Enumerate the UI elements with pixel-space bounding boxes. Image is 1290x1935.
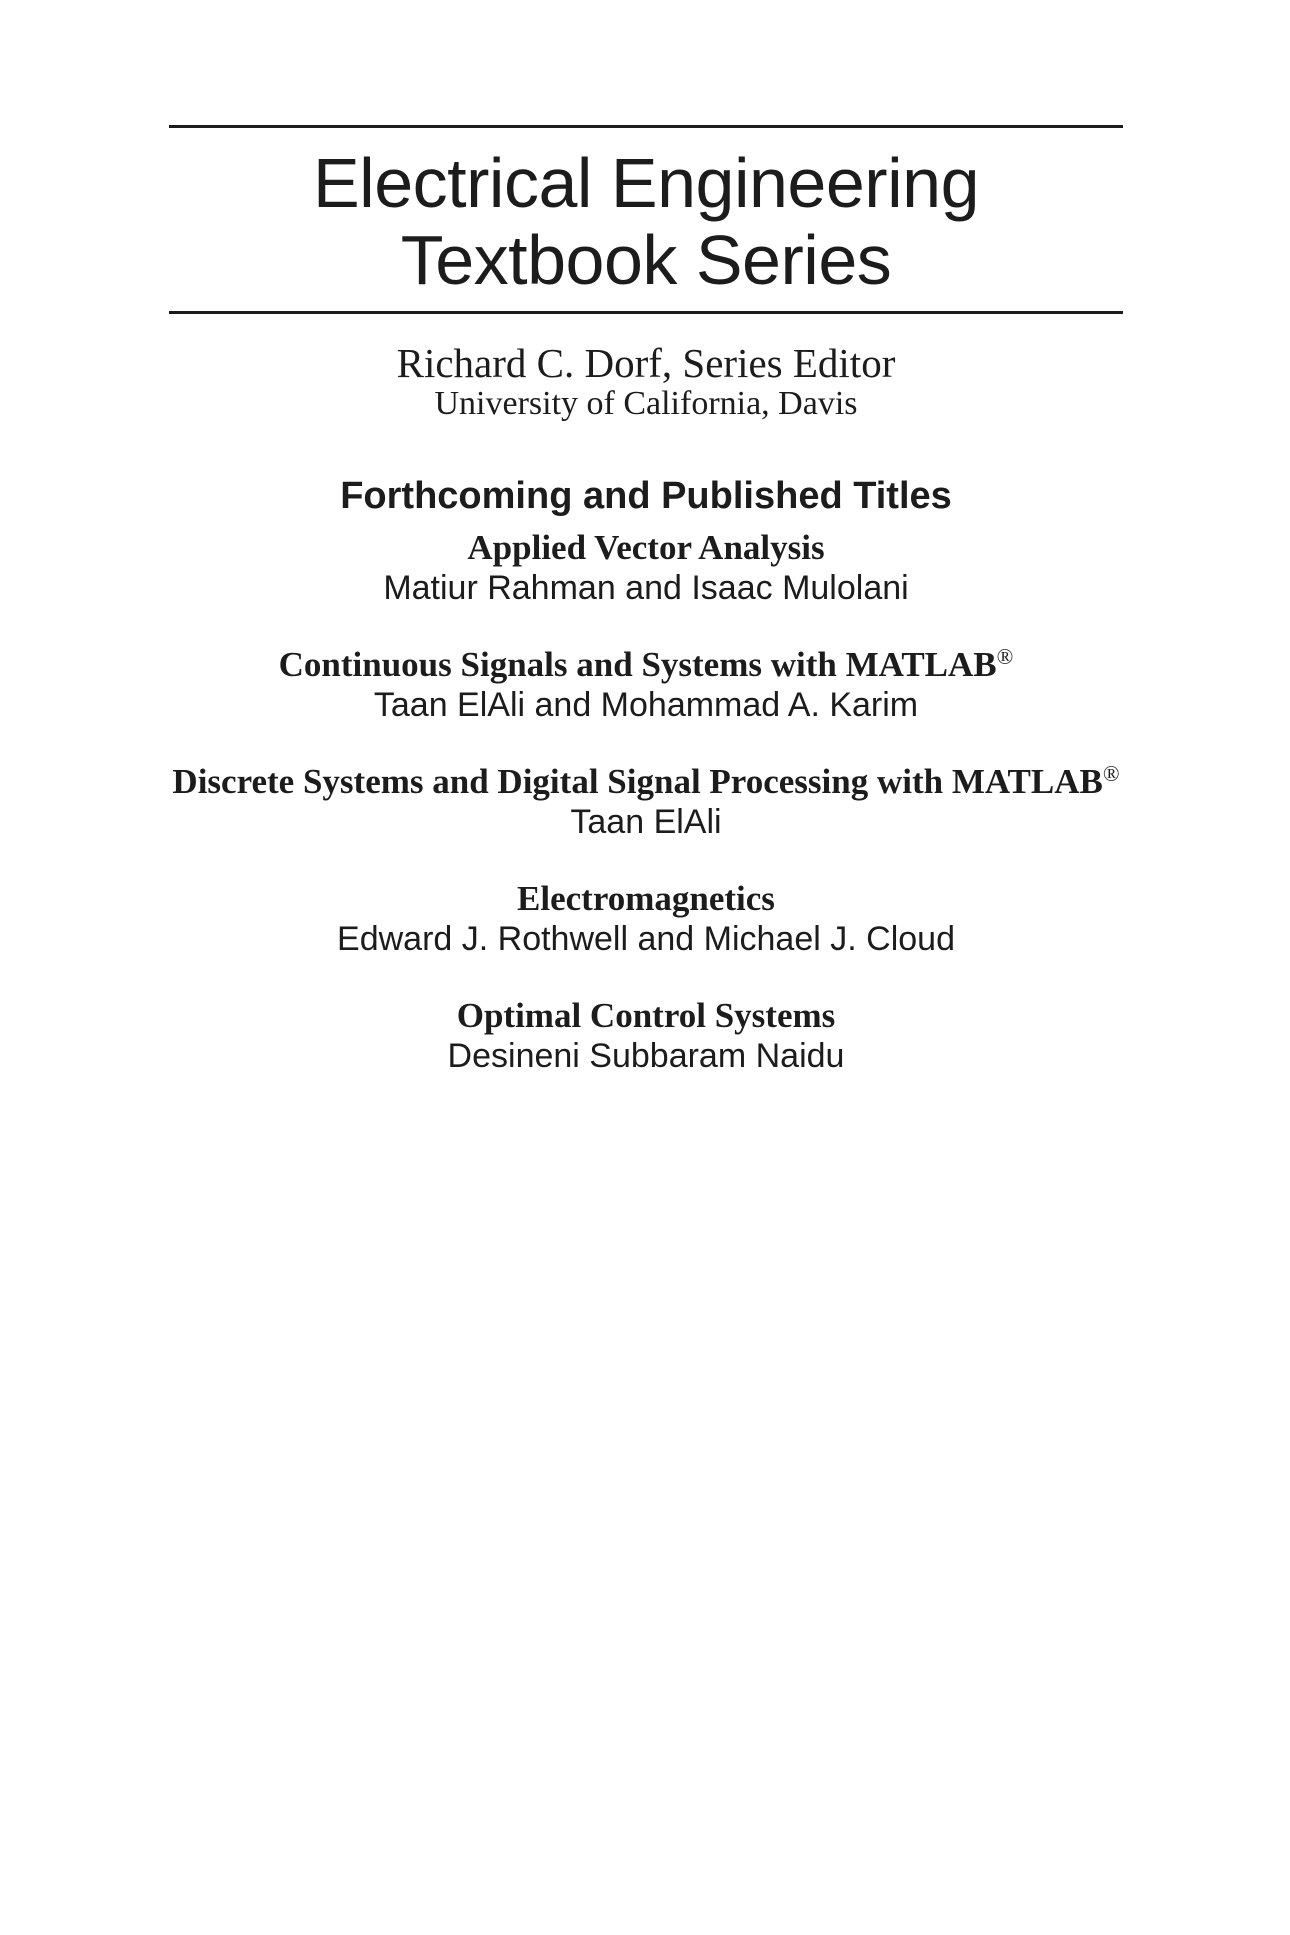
book-authors: Edward J. Rothwell and Michael J. Cloud <box>337 920 955 958</box>
section-heading: Forthcoming and Published Titles <box>340 475 952 517</box>
book-title-text: Continuous Signals and Systems with MATLAB <box>278 645 997 684</box>
book-entry <box>169 879 1123 959</box>
book-title-text: Discrete Systems and Digital Signal Processing with MATLAB <box>172 762 1103 801</box>
book-entry <box>169 996 1123 1076</box>
book-entry <box>169 528 1123 608</box>
bottom-rule <box>169 311 1123 314</box>
book-list <box>169 528 1123 1076</box>
book-title <box>169 762 1123 802</box>
series-title-line-2: Textbook Series <box>400 221 892 299</box>
book-authors: Taan ElAli and Mohammad A. Karim <box>373 686 919 724</box>
book-title-text: Optimal Control Systems <box>456 996 836 1035</box>
registered-mark: ® <box>1102 761 1120 786</box>
top-rule <box>169 125 1123 128</box>
book-title-text: Applied Vector Analysis <box>467 528 825 567</box>
book-entry <box>169 645 1123 725</box>
series-editor: Richard C. Dorf, Series Editor <box>396 340 896 386</box>
book-title <box>169 528 1123 568</box>
series-page <box>169 125 1123 1076</box>
book-title <box>169 645 1123 685</box>
book-authors: Taan ElAli <box>570 803 722 841</box>
series-title <box>169 145 1123 299</box>
editor-affiliation: University of California, Davis <box>434 385 858 422</box>
book-title <box>169 879 1123 919</box>
book-authors: Matiur Rahman and Isaac Mulolani <box>383 569 909 607</box>
series-title-line-1: Electrical Engineering <box>312 144 980 222</box>
book-entry <box>169 762 1123 842</box>
book-authors: Desineni Subbaram Naidu <box>447 1037 845 1075</box>
registered-mark: ® <box>996 644 1014 669</box>
book-title-text: Electromagnetics <box>517 879 775 918</box>
book-title <box>169 996 1123 1036</box>
